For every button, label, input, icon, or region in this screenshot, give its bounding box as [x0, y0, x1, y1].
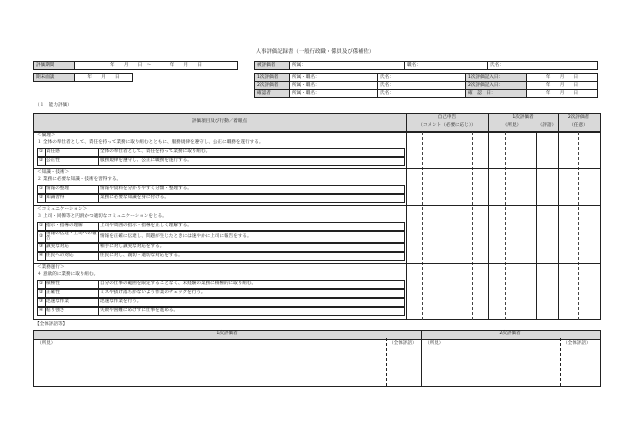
- self-header-label: 自己申告: [437, 115, 457, 120]
- item-desc: 相手に対し誠実な対応をする。: [100, 244, 165, 249]
- overall-second-grade: （全体評語）: [563, 341, 591, 346]
- evaluator-dept: 所属・職名：: [290, 74, 378, 82]
- item-desc: 上司や周囲の指示・指導を正しく理解する。: [100, 223, 192, 228]
- closing-table: [33, 73, 133, 82]
- item-number: ②: [38, 234, 44, 239]
- overall-title: 【全体評語等】: [35, 322, 68, 327]
- item-desc: ミスや抜け落ちがないよう作業のチェックを行う。: [100, 290, 206, 295]
- column-divider: [505, 132, 506, 320]
- evaluator-row: [255, 74, 598, 82]
- evaluatee-dept: 所属：: [290, 62, 405, 70]
- item-row: [37, 289, 405, 298]
- item-number: ④: [38, 253, 44, 258]
- evaluator-date: 年 月 日: [527, 82, 598, 90]
- first-remark-label: （所見）: [502, 123, 522, 128]
- category-name: ＜倫理＞: [37, 133, 56, 138]
- column-divider: [386, 338, 387, 386]
- item-label: 責任感: [46, 149, 60, 154]
- evaluator-dept: 所属・職名：: [290, 82, 378, 90]
- column-divider: [536, 131, 537, 320]
- item-row: [37, 252, 405, 261]
- period-table: [33, 61, 238, 70]
- item-desc: 業務に必要な知識を身に付ける。: [100, 195, 169, 200]
- item-row: [37, 298, 405, 307]
- category-question: ２ 業務に必要な知識・技術を習得する。: [37, 177, 122, 182]
- item-row: [37, 185, 405, 194]
- category-name: ＜コミュニケーション＞: [37, 207, 88, 212]
- evaluatee-post: 職名：: [405, 62, 488, 70]
- period-label: 評価期間: [34, 62, 75, 70]
- item-label: 迅速な作業: [46, 299, 69, 304]
- overall-first-grade: （全体評語）: [389, 341, 417, 346]
- item-row: [37, 148, 405, 157]
- evaluatee-table: [254, 61, 598, 70]
- item-number: ③: [38, 244, 44, 249]
- item-row: [37, 231, 405, 243]
- item-number: ②: [38, 290, 44, 295]
- evaluator-label: 2次評価者: [255, 82, 290, 90]
- item-number: ①: [38, 281, 44, 286]
- row-divider: [33, 168, 600, 169]
- period-value: 年 月 日 ～ 年 月 日: [75, 62, 238, 70]
- category-name: ＜知識・技術＞: [37, 170, 70, 175]
- item-row: [37, 280, 405, 289]
- item-row: [37, 157, 405, 166]
- column-divider: [421, 330, 422, 386]
- column-divider: [406, 113, 407, 320]
- section-title: （１ 能力評価）: [35, 103, 72, 108]
- item-number: ①: [38, 149, 44, 154]
- second-header-label: 2次評価者: [567, 115, 590, 120]
- item-label: 情報の整理: [46, 186, 69, 191]
- item-desc: 自分の仕事の範囲を限定することなく、未経験の業務に積極的に取り組む。: [100, 281, 257, 286]
- item-row: [37, 194, 405, 203]
- evaluator-date: 年 月 日: [527, 74, 598, 82]
- item-number: ③: [38, 299, 44, 304]
- item-number: ④: [38, 308, 44, 313]
- closing-value: 年 月 日: [75, 74, 133, 82]
- page-title: 人事評価記録書（一般行政職・係員及び係補佐）: [255, 49, 375, 55]
- overall-second-remark: （所見）: [425, 341, 444, 346]
- row-divider: [33, 205, 600, 206]
- evaluator-name: 氏名：: [378, 82, 466, 90]
- item-label: 情報の伝達・上司への報告: [46, 231, 97, 242]
- evaluator-label: 1次評価者: [255, 74, 290, 82]
- evaluator-name: 氏名：: [378, 90, 466, 98]
- category-question: ３ 上司・同僚等と円滑かつ適切なコミュニケーションをとる。: [37, 214, 167, 219]
- column-divider: [560, 338, 561, 386]
- column-divider: [472, 132, 473, 320]
- item-label: 粘り強さ: [46, 308, 65, 313]
- item-desc: 服務規律を遵守し、公正に職務を遂行する。: [100, 158, 192, 163]
- evaluator-date-label: 1次評価記入日：: [466, 74, 527, 82]
- evaluator-label: 確認者: [255, 90, 290, 98]
- item-label: 公正性: [46, 158, 60, 163]
- evaluatee-name: 氏名：: [488, 62, 598, 70]
- item-desc: 情報を正確に伝達し、問題が生じたときには速やかに上司に報告をする。: [100, 234, 252, 239]
- evaluators-table: [254, 73, 598, 98]
- row-divider: [33, 263, 600, 264]
- item-label: 住民への対応: [46, 253, 74, 258]
- category-name: ＜業務運行＞: [37, 265, 65, 270]
- overall-second-label: 2次評価者: [499, 331, 521, 336]
- second-header-sub: （任意）: [569, 123, 588, 128]
- item-label: 指示・指導の理解: [46, 223, 83, 228]
- item-row: [37, 307, 405, 316]
- item-number: ①: [38, 186, 44, 191]
- item-number: ②: [38, 158, 44, 163]
- item-row: [37, 243, 405, 252]
- item-desc: 情報や資料を分かりやすく分類・整理する。: [100, 186, 192, 191]
- evaluator-dept: 所属・職名：: [290, 90, 378, 98]
- column-divider: [488, 113, 489, 320]
- self-header-sub: （コメント（必要に応じ））: [418, 123, 476, 128]
- evaluator-date-label: 確 認 日：: [466, 90, 527, 98]
- item-label: 正確性: [46, 290, 60, 295]
- closing-label: 期末面談: [34, 74, 75, 82]
- column-divider: [578, 132, 579, 320]
- row-divider: [33, 131, 600, 132]
- item-label: 積極性: [46, 281, 60, 286]
- item-desc: 迅速な作業を行う。: [100, 299, 142, 304]
- evaluator-row: [255, 82, 598, 90]
- column-divider: [422, 132, 423, 320]
- item-desc: 失敗や困難にめげずに仕事を進める。: [100, 308, 179, 313]
- overall-first-remark: （所見）: [37, 341, 56, 346]
- item-desc: 全体の奉仕者として、責任を持って業務に取り組む。: [100, 149, 211, 154]
- item-desc: 住民に対し、親切・適切な対応をする。: [100, 253, 183, 258]
- item-number: ①: [38, 223, 44, 228]
- evaluator-date: 年 月 日: [527, 90, 598, 98]
- column-divider: [558, 113, 559, 320]
- overall-first-label: 1次評価者: [216, 331, 238, 336]
- category-question: １ 全体の奉仕者として、責任を持って業務に取り組むとともに、服務規律を遵守し、公正に職務を遂行する。: [37, 140, 264, 145]
- items-header-label: 評価項目及び行動／着眼点: [191, 119, 248, 124]
- evaluator-row: [255, 90, 598, 98]
- item-label: 知識習得: [46, 195, 65, 200]
- first-grade-label: （評語）: [537, 123, 557, 128]
- evaluatee-label: 被評価者: [255, 62, 290, 70]
- evaluator-name: 氏名：: [378, 74, 466, 82]
- first-header-label: 1次評価者: [512, 115, 534, 120]
- item-label: 誠実な対応: [46, 244, 69, 249]
- item-row: [37, 222, 405, 231]
- evaluator-date-label: 2次評価記入日：: [466, 82, 527, 90]
- item-number: ②: [38, 195, 44, 200]
- category-question: ４ 意欲的に業務に取り組む。: [37, 272, 99, 277]
